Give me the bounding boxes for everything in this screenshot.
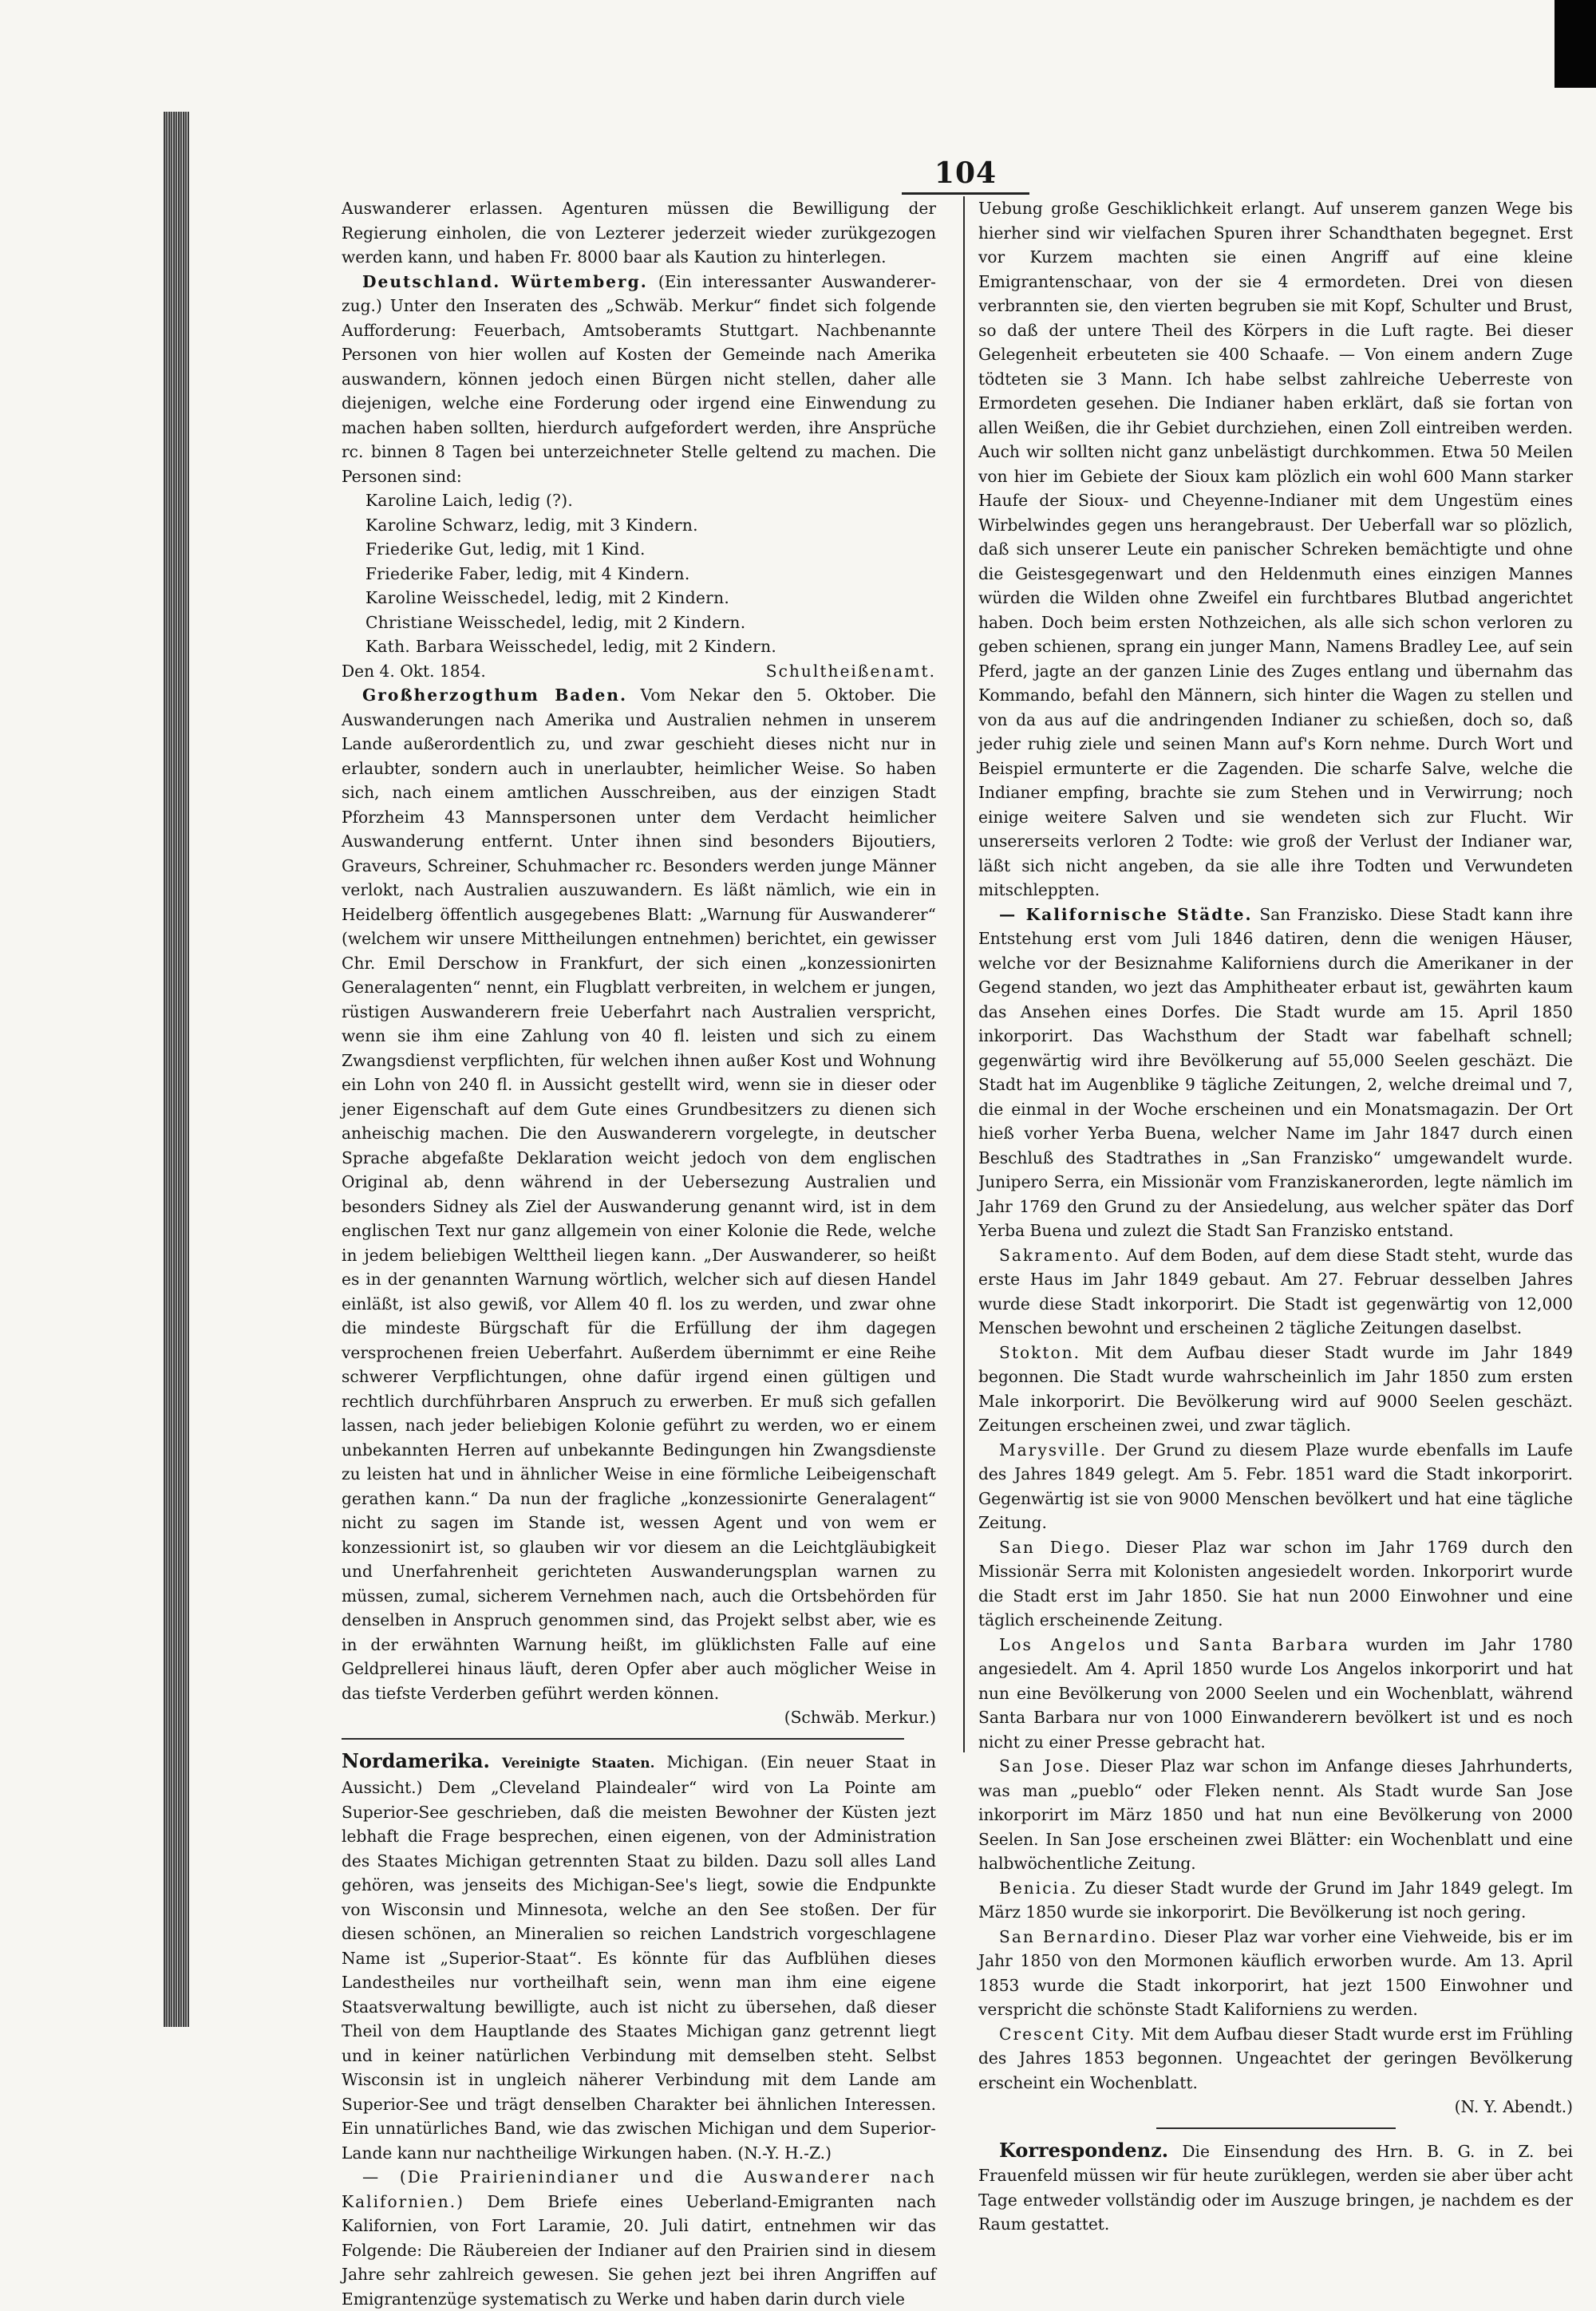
city-name: San Diego. <box>999 1537 1112 1557</box>
source-attribution: (N. Y. Abendt.) <box>1454 2097 1573 2116</box>
paragraph <box>978 1535 1573 1633</box>
article-title: — (Die Prairienindianer und die Auswanderer nach Kalifornien.) <box>342 2167 936 2211</box>
paragraph-text: Dem Briefe eines Ueberland-Emigranten nach Kalifornien, von Fort Laramie, 20. Juli datirt, entnehmen wir das Folgende: Die Räubereien der Indianer auf den Prairien sind in diesem Jahre sehr zahlreich gewesen. Sie gehen jezt bei ihren Angriffen auf Emigrantenzüge systematisch zu Werke und haben darin durch viele <box>342 2191 936 2309</box>
list-item: Karoline Weisschedel, ledig, mit 2 Kindern. <box>365 588 730 607</box>
paragraph: Auswanderer erlassen. Agenturen müssen die Bewilligung der Regierung einholen, die von Lezterer jederzeit wieder zurükgezogen werden kann, und haben Fr. 8000 baar als Kaution zu hinterlegen. <box>342 199 936 267</box>
paragraph <box>978 903 1573 1243</box>
paragraph-text: Der Grund zu diesem Plaze wurde ebenfalls im Laufe des Jahres 1849 gelegt. Am 5. Febr. 1851 ward die Stadt inkorporirt. Gegenwärtig ist sie von 9000 Menschen bevölkert und hat eine tägliche Zeitung. <box>978 1440 1573 1532</box>
place-name: Michigan. <box>666 1752 749 1772</box>
city-name: Crescent City. <box>999 2024 1136 2044</box>
paragraph-text: Die Einsendung des Hrn. B. G. in Z. bei Frauenfeld müssen wir für heute zurüklegen, werden sie aber über acht Tage entweder vollständig oder im Auszuge bringen, je nachdem es der Raum gestattet. <box>978 2141 1573 2234</box>
paragraph-text: San Franzisko. Diese Stadt kann ihre Entstehung erst vom Juli 1846 datiren, denn die wenigen Häuser, welche vor der Besiznahme Kaliforniens durch die Amerikaner in der Gegend standen, wo jezt das Amphitheater erbaut ist, gewährten kaum das Ansehen eines Dorfes. Die Stadt wurde am 15. April 1850 inkorporirt. Das Wachsthum der Stadt war fabelhaft schnell; gegenwärtig wird ihre Bevölkerung auf 55,000 Seelen geschäzt. Die Stadt hat im Augenblike 9 tägliche Zeitungen, 2, welche dreimal und 7, die einmal in der Woche erscheinen und ein Monatsmagazin. Der Ort hieß vorher Yerba Buena, welcher Name im Jahr 1847 durch einen Beschluß des Stadtrathes in „San Franzisko“ umgewandelt wurde. Junipero Serra, ein Missionär vom Franziskanerorden, legte nämlich im Jahr 1769 den Grund zu der Ansiedelung, aus welcher später das Dorf Yerba Buena und zulezt die Stadt San Franzisko entstand. <box>978 904 1573 1240</box>
right-column <box>978 196 1573 2237</box>
section-lead: Deutschland. <box>362 271 501 291</box>
paragraph <box>978 1438 1573 1535</box>
list-item: Friederike Gut, ledig, mit 1 Kind. <box>365 539 646 559</box>
scan-border <box>1555 0 1596 88</box>
persons-list <box>342 488 936 659</box>
paragraph <box>978 1754 1573 1876</box>
list-item: Karoline Laich, ledig (?). <box>365 491 574 510</box>
paragraph-text: Mit dem Aufbau dieser Stadt wurde im Jahr 1849 begonnen. Die Stadt wurde wahrscheinlich im Jahr 1850 zum ersten Male inkorporirt. Die Bevölkerung wird auf 9000 Seelen geschäzt. Zeitungen erscheinen zwei, und zwar täglich. <box>978 1342 1574 1435</box>
paragraph-text: Dieser Plaz war schon im Anfange dieses Jahrhunderts, was man „pueblo“ oder Fleken nennt. Als Stadt wurde San Jose inkorporirt im März 1850 und hat nun eine Bevölkerung von 2000 Seelen. In San Jose erscheinen zwei Blätter: ein Wochenblatt und eine halbwöchentliche Zeitung. <box>978 1756 1573 1873</box>
date-line: Den 4. Okt. 1854. <box>342 661 486 681</box>
korrespondenz-heading: Korrespondenz. <box>999 2138 1169 2162</box>
paragraph <box>978 2022 1573 2096</box>
paragraph-text: Dieser Plaz war vorher eine Viehweide, bis er im Jahr 1850 von den Mormonen käuflich erworben wurde. Am 13. April 1853 wurde die Stadt inkorporirt, hat jezt 1500 Einwohner und verspricht die schönste Stadt Kaliforniens zu werden. <box>978 1926 1573 2019</box>
paragraph <box>978 1633 1573 1755</box>
paragraph-text: Auf dem Boden, auf dem diese Stadt steht, wurde das erste Haus im Jahr 1849 gebaut. Am 27. Februar desselben Jahres wurde diese Stadt inkorporirt. Die Stadt ist gegenwärtig von 12,000 Menschen bewohnt und erscheinen 2 tägliche Zeitungen daselbst. <box>978 1245 1573 1337</box>
office-signature: Schultheißenamt. <box>765 661 936 681</box>
region-heading: Nordamerika. <box>342 1748 490 1772</box>
book-binding-edge <box>164 112 189 2027</box>
paragraph-text: wurden im Jahr 1780 angesiedelt. Am 4. April 1850 wurde Los Angelos inkorporirt und hat nun eine Bevölkerung von 2000 Seelen und ein Wochenblatt, während Santa Barbara nur von 1000 Einwanderern bevölkert ist und es noch nicht zu einer Presse gebracht hat. <box>978 1634 1573 1752</box>
city-name: San Bernardino. <box>999 1926 1158 1946</box>
paragraph <box>978 1925 1573 2022</box>
paragraph <box>342 683 936 1705</box>
paragraph: Uebung große Geschiklichkeit erlangt. Auf unserem ganzen Wege bis hierher sind wir vielfachen Spuren ihrer Schandthaten begegnet. Erst vor Kurzem machten sie einen Angriff auf eine kleine Emigrantenschaar, von der sie 4 ermordeten. Drei von diesen verbrannten sie, den vierten begruben sie mit Kopf, Schulter und Brust, so daß der untere Theil des Körpers in die Luft ragte. Bei dieser Gelegenheit erbeuteten sie 400 Schaafe. — Von einem andern Zuge tödteten sie 3 Mann. Ich habe selbst zahlreiche Ueberreste von Ermordeten gesehen. Die Indianer haben erklärt, daß sie fortan von allen Weißen, die ihr Gebiet durchziehen, einen Zoll eintreiben werden. Auch wir sollten nicht ganz unbelästigt durchkommen. Etwa 50 Meilen von hier im Gebiete der Sioux kam plözlich ein wohl 600 Mann starker Haufe der Sioux- und Cheyenne-Indianer mit dem Ungestüm eines Wirbelwindes gegen uns herangebraust. Der Ueberfall war so plözlich, daß sich unserer Leute ein panischer Schreken bemächtigte und ohne die Geistesgegenwart und den Heldenmuth eines einzigen Mannes würden die Wilden ohne Zweifel ein furchtbares Blutbad angerichtet haben. Doch beim ersten Nothzeichen, als alle sich schon verloren zu geben schienen, sprang ein junger Mann, Namens Bradley Lee, auf sein Pferd, jagte an der ganzen Linie des Zuges entlang und übernahm das Kommando, befahl den Männern, sich hinter die Wagen zu stellen und von da aus auf die andringenden Indianer zu schießen, doch so, daß jeder ruhig ziele und seinen Mann auf's Korn nehme. Durch Wort und Beispiel ermunterte er die Zagenden. Die scharfe Salve, welche die Indianer empfing, brachte sie zum Stehen und in Verwirrung; noch einige weitere Salven und sie wendeten sich zur Flucht. Wir unsererseits verloren 2 Todte: wie groß der Verlust der Indianer war, läßt sich nicht angeben, da sie alle ihre Todten und Verwundeten mitschleppten. <box>978 199 1573 899</box>
paragraph <box>342 2165 936 2311</box>
paragraph <box>978 1243 1573 1341</box>
place-name: Würtemberg. <box>511 271 648 291</box>
list-item: Christiane Weisschedel, ledig, mit 2 Kindern. <box>365 612 746 632</box>
paragraph-text: Mit dem Aufbau dieser Stadt wurde erst im Frühling des Jahres 1853 begonnen. Ungeachtet der geringen Bevölkerung erscheint ein Wochenblatt. <box>978 2024 1573 2092</box>
list-item: Karoline Schwarz, ledig, mit 3 Kindern. <box>365 515 698 535</box>
paragraph <box>978 1341 1573 1438</box>
page-number: 104 <box>918 156 1013 190</box>
section-divider <box>1156 2127 1396 2129</box>
subheading: Vereinigte Staaten. <box>501 1755 655 1772</box>
section-lead: Großherzogthum Baden. <box>362 685 627 705</box>
city-name: Sakramento. <box>999 1245 1121 1265</box>
city-name: Stokton. <box>999 1342 1081 1362</box>
city-name: Marysville. <box>999 1440 1108 1460</box>
paragraph <box>978 2139 1573 2237</box>
left-column <box>342 196 936 2311</box>
paragraph-text: (Ein interessanter Auswanderer-zug.) Unter den Inseraten des „Schwäb. Merkur“ findet sich folgende Aufforderung: Feuerbach, Amtsoberamts Stuttgart. Nachbenannte Personen von hier wollen auf Kosten der Gemeinde nach Amerika auswandern, können jedoch einen Bürgen nicht stellen, daher alle diejenigen, welche eine Forderung oder irgend eine Einwendung zu machen haben sollten, hierdurch aufgefordert werden, ihre Ansprüche rc. binnen 8 Tagen bei unterzeichneter Stelle geltend zu machen. Die Personen sind: <box>342 271 936 486</box>
paragraph-text: Vom Nekar den 5. Oktober. Die Auswanderungen nach Amerika und Australien nehmen in unserem Lande außerordentlich zu, und zwar geschieht dieses nicht nur in erlaubter, sondern auch in unerlaubter, heimlicher Weise. So haben sich, nach einem amtlichen Ausschreiben, aus der einzigen Stadt Pforzheim 43 Mannspersonen unter dem Verdacht heimlicher Auswanderung entfernt. Unter ihnen sind besonders Bijoutiers, Graveurs, Schreiner, Schuhmacher rc. Besonders werden junge Männer verlokt, nach Australien auszuwandern. Es läßt nämlich, wie ein in Heidelberg öffentlich ausgegebenes Blatt: „Warnung für Auswanderer“ (welchem wir unsere Mittheilungen entnehmen) berichtet, ein gewisser Chr. Emil Derschow in Frankfurt, der sich einen „konzessionirten Generalagenten“ nennt, ein Flugblatt verbreiten, in welchem er jungen, rüstigen Auswanderern freie Ueberfahrt nach Australien verspricht, wenn sie ihm eine Zahlung von 40 fl. leisten und sich zu einem Zwangsdienst verpflichten, für welchen ihnen außer Kost und Wohnung ein Lohn von 240 fl. in Aussicht gestellt wird, wenn sie in dieser oder jener Eigenschaft auf dem Gute eines Grundbesitzers zu dienen sich anheischig machen. Die den Auswanderern vorgelegte, in deutscher Sprache abgefaßte Deklaration weicht jedoch von dem englischen Original ab, denn während in der Uebersezung Australien und besonders Sidney als Ziel der Auswanderung genannt wird, ist in dem englischen Text nur ganz allgemein von einer Kolonie die Rede, welche in jedem beliebigen Welttheil liegen kann. „Der Auswanderer, so heißt es in der genannten Warnung wörtlich, welcher sich auf diesen Handel einläßt, ist also gewiß, vor Allem 40 fl. los zu werden, und zwar ohne die mindeste Bürgschaft für die Erfüllung der ihm dagegen versprochenen freien Ueberfahrt. Außerdem übernimmt er eine Reihe schwerer Verpflichtungen, ohne dafür irgend einen gültigen und rechtlich durchführbaren Anspruch zu erwerben. Er muß sich gefallen lassen, nach jeder beliebigen Kolonie geführt zu werden, wo er einem unbekannten Herren auf unbekannte Bedingungen hin Zwangsdienste zu leisten hat und in ähnlicher Weise in eine förmliche Leibeigenschaft gerathen kann.“ Da nun der fragliche „konzessionirte Generalagent“ nicht zu sagen im Stande ist, wessen Agent und von wem er konzessionirt ist, so glauben wir vor diesem an die Leichtgläubigkeit und Unerfahrenheit gerichteten Auswanderungsplan warnen zu müssen, zumal, sicherem Vernehmen nach, auch die Ortsbehörden für denselben in Anspruch genommen sind, das Projekt selbst aber, wie es in der erwähnten Warnung heißt, im glüklichsten Falle auf eine Geldprellerei hinaus läuft, deren Opfer aber auch möglicher Weise in das tiefste Verderben geführt werden können. <box>342 685 937 1703</box>
paragraph <box>342 1749 936 2166</box>
column-rule <box>963 196 965 1752</box>
city-name: Los Angelos und Santa Barbara <box>999 1634 1349 1654</box>
paragraph-text: Zu dieser Stadt wurde der Grund im Jahr 1849 gelegt. Im März 1850 wurde sie inkorporirt. Die Bevölkerung ist noch gering. <box>978 1878 1573 1922</box>
source-attribution: (N.-Y. H.-Z.) <box>737 2143 832 2163</box>
section-lead: — Kalifornische Städte. <box>999 904 1253 924</box>
signature-row <box>342 659 936 684</box>
source-attribution: (Schwäb. Merkur.) <box>784 1708 936 1727</box>
list-item: Friederike Faber, ledig, mit 4 Kindern. <box>365 563 690 583</box>
city-name: Benicia. <box>999 1878 1078 1898</box>
paragraph-text: (Ein neuer Staat in Aussicht.) Dem „Cleveland Plaindealer“ wird von La Pointe am Superior-See geschrieben, daß die meisten Bewohner der Küsten jezt lebhaft die Frage besprechen, einen eigenen, von der Administration des Staates Michigan getrennten Staat zu bilden. Dazu soll alles Land gehören, was jenseits des Michigan-See's liegt, sowie die Endpunkte von Wisconsin und Minnesota, welche an den See stoßen. Der für diesen schönen, an Mineralien so reichen Landstrich vorgeschlagene Name ist „Superior-Staat“. Es könnte für das Aufblühen dieses Landestheiles nur vortheilhaft sein, wenn man ihm eine eigene Staatsverwaltung bewilligte, auch ist nicht zu übersehen, daß dieser Theil von dem Hauptlande des Staates Michigan ganz getrennt liegt und in keiner natürlichen Verbindung mit demselben steht. Selbst Wisconsin ist in ungleich näherer Verbindung mit dem Lande am Superior-See und trägt denselben Charakter bei ähnlichen Interessen. Ein unnatürliches Band, wie das zwischen Michigan und dem Superior-Lande kann nur nachtheilige Wirkungen haben. <box>342 1752 937 2163</box>
list-item: Kath. Barbara Weisschedel, ledig, mit 2 Kindern. <box>365 637 777 656</box>
paragraph <box>342 270 936 489</box>
paragraph-text: Dieser Plaz war schon im Jahr 1769 durch den Missionär Serra mit Kolonisten angesiedelt worden. Inkorporirt wurde die Stadt erst im Jahr 1850. Sie hat nun 2000 Einwohner und eine täglich erscheinende Zeitung. <box>978 1537 1574 1630</box>
city-name: San Jose. <box>999 1756 1092 1776</box>
section-divider <box>342 1738 904 1740</box>
paragraph <box>978 1876 1573 1925</box>
